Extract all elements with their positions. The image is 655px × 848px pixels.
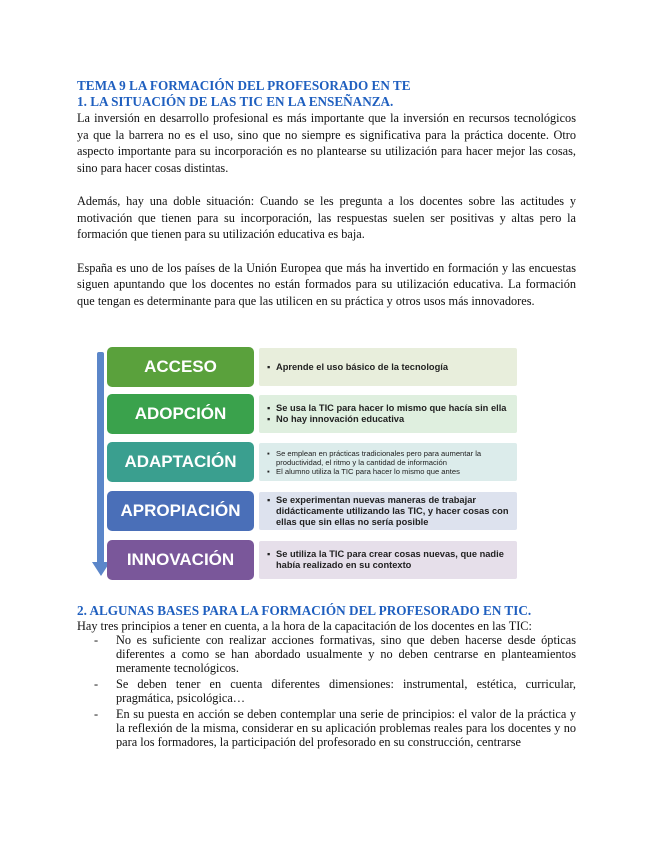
bullet-icon: ▪ xyxy=(267,494,271,505)
bullet-icon: ▪ xyxy=(267,549,271,559)
stage-bullet xyxy=(267,495,511,528)
bullet-text: Se emplean en prácticas tradicionales pero para aumentar la productividad, el ritmo y la cantidad de información xyxy=(276,448,482,467)
document-page xyxy=(77,78,576,309)
bullet-icon: ▪ xyxy=(267,361,271,372)
stage-row-adaptación xyxy=(107,442,520,482)
bullet-text: No hay innovación educativa xyxy=(276,414,405,424)
doc-title: TEMA 9 LA FORMACIÓN DEL PROFESORADO EN TE xyxy=(77,78,411,93)
paragraph-2: Además, hay una doble situación: Cuando se les pregunta a los docentes sobre las actitudes y motivación que tienen para su incorporación, las respuestas suelen ser positivas y altas pero la formación que tienen para su utilización educativa es baja. xyxy=(77,194,576,241)
stage-description xyxy=(259,443,517,481)
bullet-text: Se experimentan nuevas maneras de trabajar didácticamente utilizando las TIC, y hacer cosas con ellas que sin ellas no sería posible xyxy=(276,494,509,527)
stage-bullet xyxy=(267,414,511,425)
bullet-text: Se utiliza la TIC para crear cosas nuevas, que nadie había realizado en su contexto xyxy=(276,549,504,570)
paragraph-3: España es uno de los países de la Unión Europea que más ha invertido en formación y las encuestas siguen apuntando que los docentes no están formados para su utilización educativa. La formación que tengan es determinante para que las utilicen en su práctica y otros usos más innovadores. xyxy=(77,260,576,308)
tic-stages-diagram xyxy=(95,346,520,580)
stage-description xyxy=(259,395,517,433)
stage-description xyxy=(259,348,517,386)
stage-row-innovación xyxy=(107,540,520,580)
stage-label: APROPIACIÓN xyxy=(107,491,254,531)
bullet-text: Aprende el uso básico de la tecnología xyxy=(276,361,449,372)
stage-label: ADOPCIÓN xyxy=(107,394,254,434)
stage-bullet xyxy=(267,362,511,373)
stage-description xyxy=(259,541,517,579)
list-item: - No es suficiente con realizar acciones formativas, sino que deben hacerse desde ópticas diferentes a como se han abordado usualmente y no deben centrarse en planteamientos meramente tecnológicos. xyxy=(94,633,576,675)
section-1-heading: 1. LA SITUACIÓN DE LAS TIC EN LA ENSEÑANZA. xyxy=(77,94,394,109)
list-item: - Se deben tener en cuenta diferentes dimensiones: instrumental, estética, curricular, pragmática, psicológica… xyxy=(94,677,576,705)
bullet-text: El alumno utiliza la TIC para hacer lo mismo que antes xyxy=(276,466,460,476)
progress-arrow-shaft xyxy=(97,352,104,566)
paragraph-1: La inversión en desarrollo profesional es más importante que la inversión en recursos tecnológicos ya que la barrera no es el uso, sino que no siempre es significativa para la práctica docente. Otro aspecto importante para su incorporación es no plantearse su utilización para hacer mejor las cosas, sino para hacer cosas distintas. xyxy=(77,111,576,175)
bullet-icon: ▪ xyxy=(267,414,271,424)
bullet-icon: ▪ xyxy=(267,403,271,413)
bullet-icon: ▪ xyxy=(267,448,270,458)
principles-list xyxy=(77,633,576,749)
stage-row-acceso xyxy=(107,347,520,387)
stage-bullet xyxy=(267,403,511,414)
stage-bullet xyxy=(267,549,511,571)
stage-description xyxy=(259,492,517,530)
stage-row-apropiación xyxy=(107,491,520,531)
section-2 xyxy=(77,603,576,751)
list-item: - En su puesta en acción se deben contemplar una serie de principios: el valor de la práctica y la reflexión de la misma, considerar en su aplicación problemas reales para los docentes y no para los formadores, la participación del profesorado en su construcción, centrarse xyxy=(94,707,576,749)
stage-bullet xyxy=(267,449,511,467)
stage-bullet xyxy=(267,467,511,476)
stage-label: ADAPTACIÓN xyxy=(107,442,254,482)
stage-label: ACCESO xyxy=(107,347,254,387)
stage-row-adopción xyxy=(107,394,520,434)
section-2-heading: 2. ALGUNAS BASES PARA LA FORMACIÓN DEL PROFESORADO EN TIC. xyxy=(77,603,532,618)
bullet-text: Se usa la TIC para hacer lo mismo que hacía sin ella xyxy=(276,403,507,413)
bullet-icon: ▪ xyxy=(267,466,270,476)
stage-label: INNOVACIÓN xyxy=(107,540,254,580)
paragraph-4: Hay tres principios a tener en cuenta, a la hora de la capacitación de los docentes en las TIC: xyxy=(77,619,532,633)
